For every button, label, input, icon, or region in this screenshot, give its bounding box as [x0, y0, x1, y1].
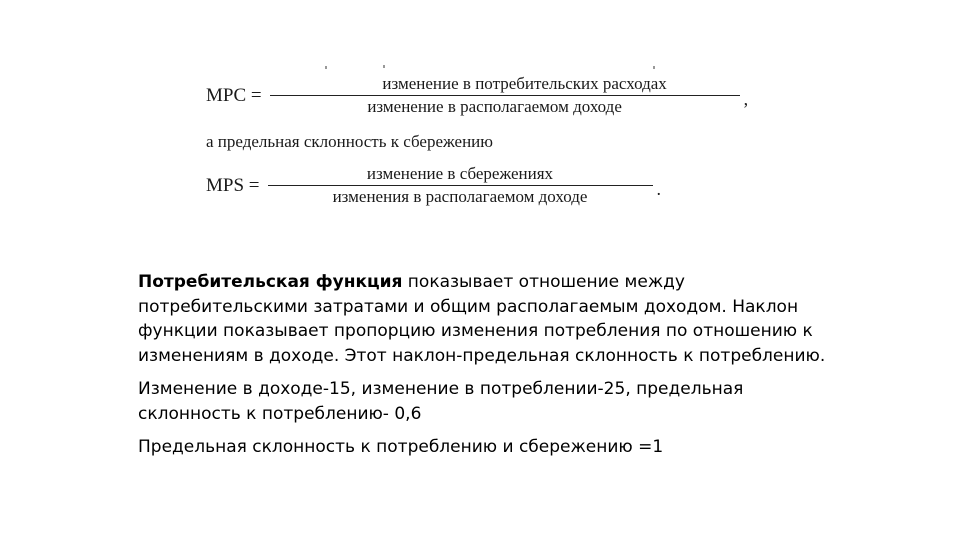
- fraction-bar: [268, 185, 653, 186]
- mpc-numerator: изменение в потребительских расходах: [382, 74, 667, 93]
- mpc-denominator: изменение в располагаемом доходе: [367, 97, 622, 116]
- mps-formula: [206, 164, 661, 207]
- mps-trailing-period: .: [656, 179, 661, 199]
- scan-speck: [325, 66, 327, 69]
- paragraph-example: Изменение в доходе-15, изменение в потреблении-25, предельная склонность к потреблению- 0,6: [138, 379, 744, 424]
- fraction-bar: [270, 95, 740, 96]
- mps-fraction: [268, 164, 653, 207]
- mps-numerator: изменение в сбережениях: [366, 164, 554, 183]
- mps-denominator: изменения в располагаемом доходе: [332, 187, 588, 206]
- body-text: [138, 270, 838, 469]
- scan-speck: [653, 66, 655, 69]
- paragraph-consumption-function-rest: показывает отношение между потребительскими затратами и общим располагаемым доходом. Наклон функции показывает пропорцию изменения потребления по отношению к изменениям в доходе. Этот наклон-предельная склонность к потреблению.: [138, 272, 826, 366]
- mps-intro-text: а предельная склонность к сбережению: [206, 132, 493, 151]
- mpc-label: MPC =: [206, 84, 262, 106]
- paragraph-consumption-function: [138, 270, 838, 368]
- scan-speck: [383, 65, 385, 68]
- mpc-fraction: [270, 74, 740, 117]
- mpc-trailing-comma: ,: [743, 89, 749, 109]
- paragraph-sum-rule: Предельная склонность к потреблению и сбережению =1: [138, 437, 664, 457]
- formula-scan-image: [200, 72, 780, 222]
- mpc-formula: [206, 74, 748, 117]
- mps-label: MPS =: [206, 174, 260, 196]
- term-consumption-function: Потребительская функция: [138, 272, 403, 292]
